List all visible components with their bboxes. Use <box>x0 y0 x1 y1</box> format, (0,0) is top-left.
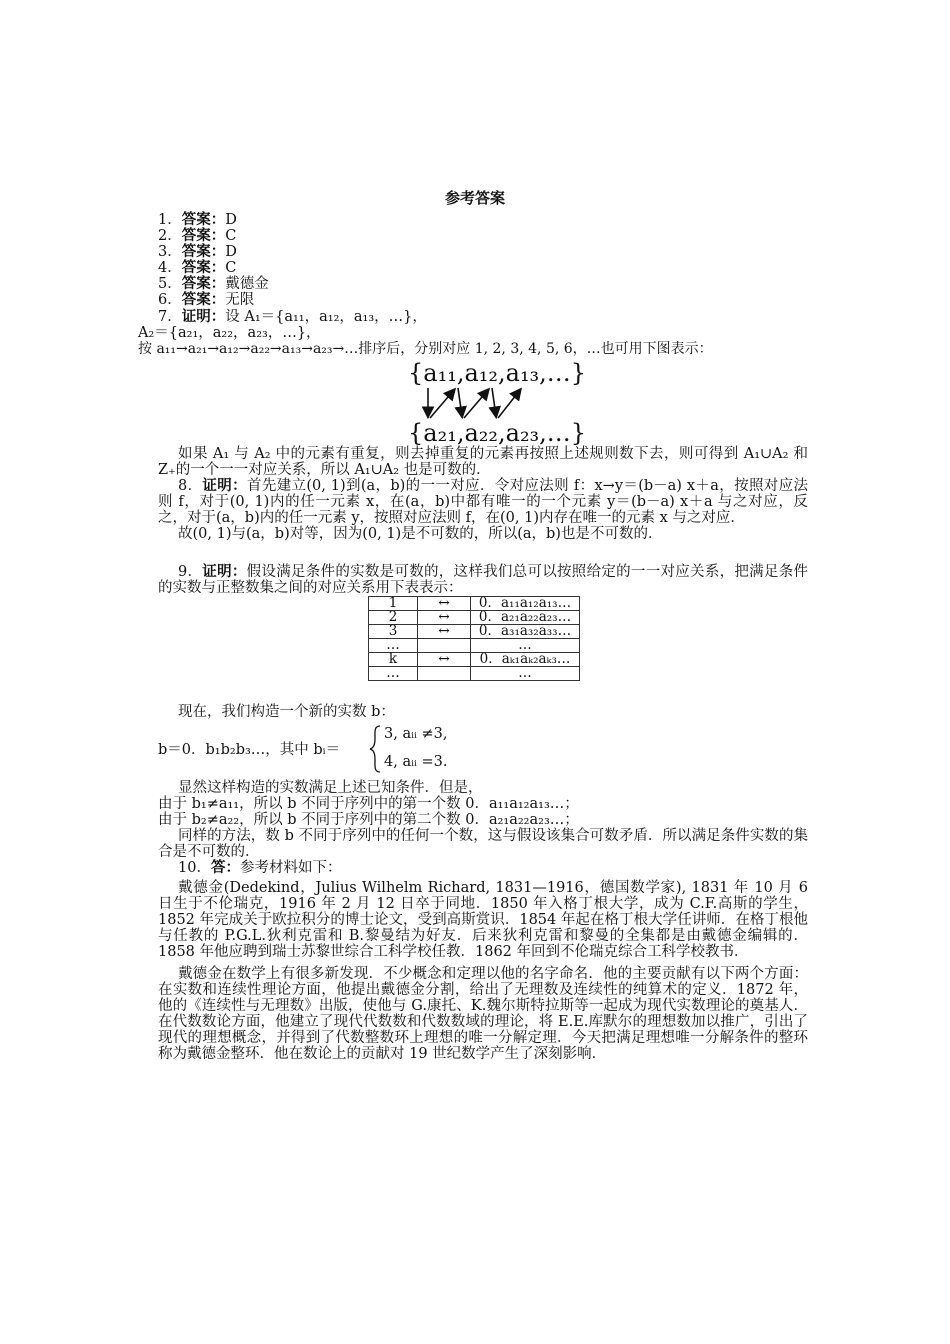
arrow-down-3 <box>492 388 496 416</box>
table-row: … … <box>369 667 580 681</box>
q9-proof: 9．证明：假设满足条件的实数是可数的，这样我们总可以按照给定的一一对应关系，把满足条件的实数与正整数集之间的对应关系用下表表示： <box>158 563 809 596</box>
answer-item: 4．答案：C <box>158 259 237 276</box>
q7-set-a2: A₂＝{a₂₁，a₂₂，a₂₃，…}， <box>138 325 321 341</box>
curly-brace <box>368 724 382 774</box>
arrow-up-3 <box>498 390 520 418</box>
answer-item: 3．答案：D <box>158 243 237 260</box>
answer-item: 2．答案：C <box>158 227 237 244</box>
table-row: 3 ↔ 0．a₃₁a₃₂a₃₃… <box>369 625 580 639</box>
zigzag-arrows <box>408 386 548 420</box>
table-row: 1 ↔ 0．a₁₁a₁₂a₁₃… <box>369 597 580 611</box>
answer-item: 1．答案：D <box>158 211 237 228</box>
answer-item: 6．答案：无限 <box>158 291 255 308</box>
answer-list <box>158 212 808 308</box>
arrow-up-1 <box>430 390 454 418</box>
q10-answer: 10．答：参考材料如下： 戴德金(Dedekind，Julius Wilhelm Richard, 1831—1916，德国数学家), 1831 年 10 月 6 日生于不伦瑞克，1916 年 2 月 12 日卒于同地．1850 年入格丁根大学，成为 C.F.高斯的学生，1852 年完成关于欧拉积分的博士论文，受到高斯赏识．1854 年起在格丁根大学任讲师．在格丁根他与任教的 P.G.L.狄利克雷和 B.黎曼结为好友．后来狄利克雷和黎曼的全集都是由戴德金编辑的．1858 年他应聘到瑞士苏黎世综合工科学校任教．1862 年回到不伦瑞克综合工科学校教书． 戴德金在数学上有很多新发现．不少概念和定理以他的名字命名．他的主要贡献有以下两个方面：在实数和连续性理论方面，他提出戴德金分割，给出了无理数及连续性的纯算术的定义．1872 年，他的《连续性与无理数》出版，使他与 G.康托、K.魏尔斯特拉斯等一起成为现代实数理论的奠基人．在代数数论方面，他建立了现代代数数和代数数域的理论，将 E.E.库默尔的理想数加以推广，引出了现代的理想概念，并得到了代数整数环上理想的唯一分解定理．今天把满足理想唯一分解条件的整环称为戴德金整环．他在数论上的贡献对 19 世纪数学产生了深刻影响． <box>158 859 808 1062</box>
q7-order: 按 a₁₁→a₂₁→a₁₂→a₂₂→a₁₃→a₂₃→…排序后，分别对应 1, 2, 3, 4, 5, 6，…也可用下图表示： <box>138 341 713 357</box>
q7-proof: 7．证明：设 A₁＝{a₁₁，a₁₂，a₁₃，…}， A₂＝{a₂₁，a₂₂，a₂₃，…}， 按 a₁₁→a₂₁→a₁₂→a₂₂→a₁₃→a₂₃→…排序后，分别对应 1, 2, 3, 4, 5, 6，…也可用下图表示： <box>158 309 808 357</box>
answer-item: 5．答案：戴德金 <box>158 275 269 292</box>
case-1: 3, aᵢᵢ ≠3, <box>384 726 448 742</box>
q8-proof: 8．证明：首先建立(0, 1)到(a，b)的一一对应．令对应法则 f：x→y＝(b－a) x＋a，按照对应法则 f，对于(0, 1)内的任一元素 x，在(a，b)中都有唯一的一个元素 y＝(b－a) x＋a 与之对应，反之，对于(a，b)内的任一元素 y，按照对应法则 f，在(0, 1)内存在唯一的元素 x 与之对应． 故(0, 1)与(a，b)对等，因为(0, 1)是不可数的，所以(a，b)也是不可数的． <box>158 477 808 542</box>
b-definition: b＝0．b₁b₂b₃…，其中 bᵢ＝ <box>158 742 341 758</box>
case-2: 4, aᵢᵢ =3. <box>384 754 448 770</box>
table-row: 2 ↔ 0．a₂₁a₂₂a₂₃… <box>369 611 580 625</box>
q9-argument: 显然这样构造的实数满足上述已知条件．但是， 由于 b₁≠a₁₁，所以 b 不同于序列中的第一个数 0．a₁₁a₁₂a₁₃…； 由于 b₂≠a₂₂，所以 b 不同于序列中的第二个数 0．a₂₁a₂₂a₂₃…； 同样的方法，数 b 不同于序列中的任何一个数，这与假设该集合可数矛盾．所以满足条件实数的集合是不可数的． <box>158 780 808 860</box>
page-title: 参考答案 <box>444 189 505 207</box>
q9-construct: 现在，我们构造一个新的实数 b： <box>178 704 395 720</box>
q7-conclusion: 如果 A₁ 与 A₂ 中的元素有重复，则去掉重复的元素再按照上述规则数下去，则可得到 A₁∪A₂ 和 Z₊的一个一一对应关系，所以 A₁∪A₂ 也是可数的． <box>158 446 808 478</box>
correspondence-diagram <box>408 360 586 446</box>
table-row: k ↔ 0．aₖ₁aₖ₂aₖ₃… <box>369 653 580 667</box>
correspondence-table <box>368 596 580 681</box>
set-a2: {a₂₁,a₂₂,a₂₃,…} <box>408 419 587 447</box>
arrow-down-2 <box>458 388 462 416</box>
piecewise-definition <box>158 722 578 778</box>
table-row: … … <box>369 639 580 653</box>
set-a1: {a₁₁,a₁₂,a₁₃,…} <box>408 359 587 387</box>
arrow-up-2 <box>464 390 488 418</box>
